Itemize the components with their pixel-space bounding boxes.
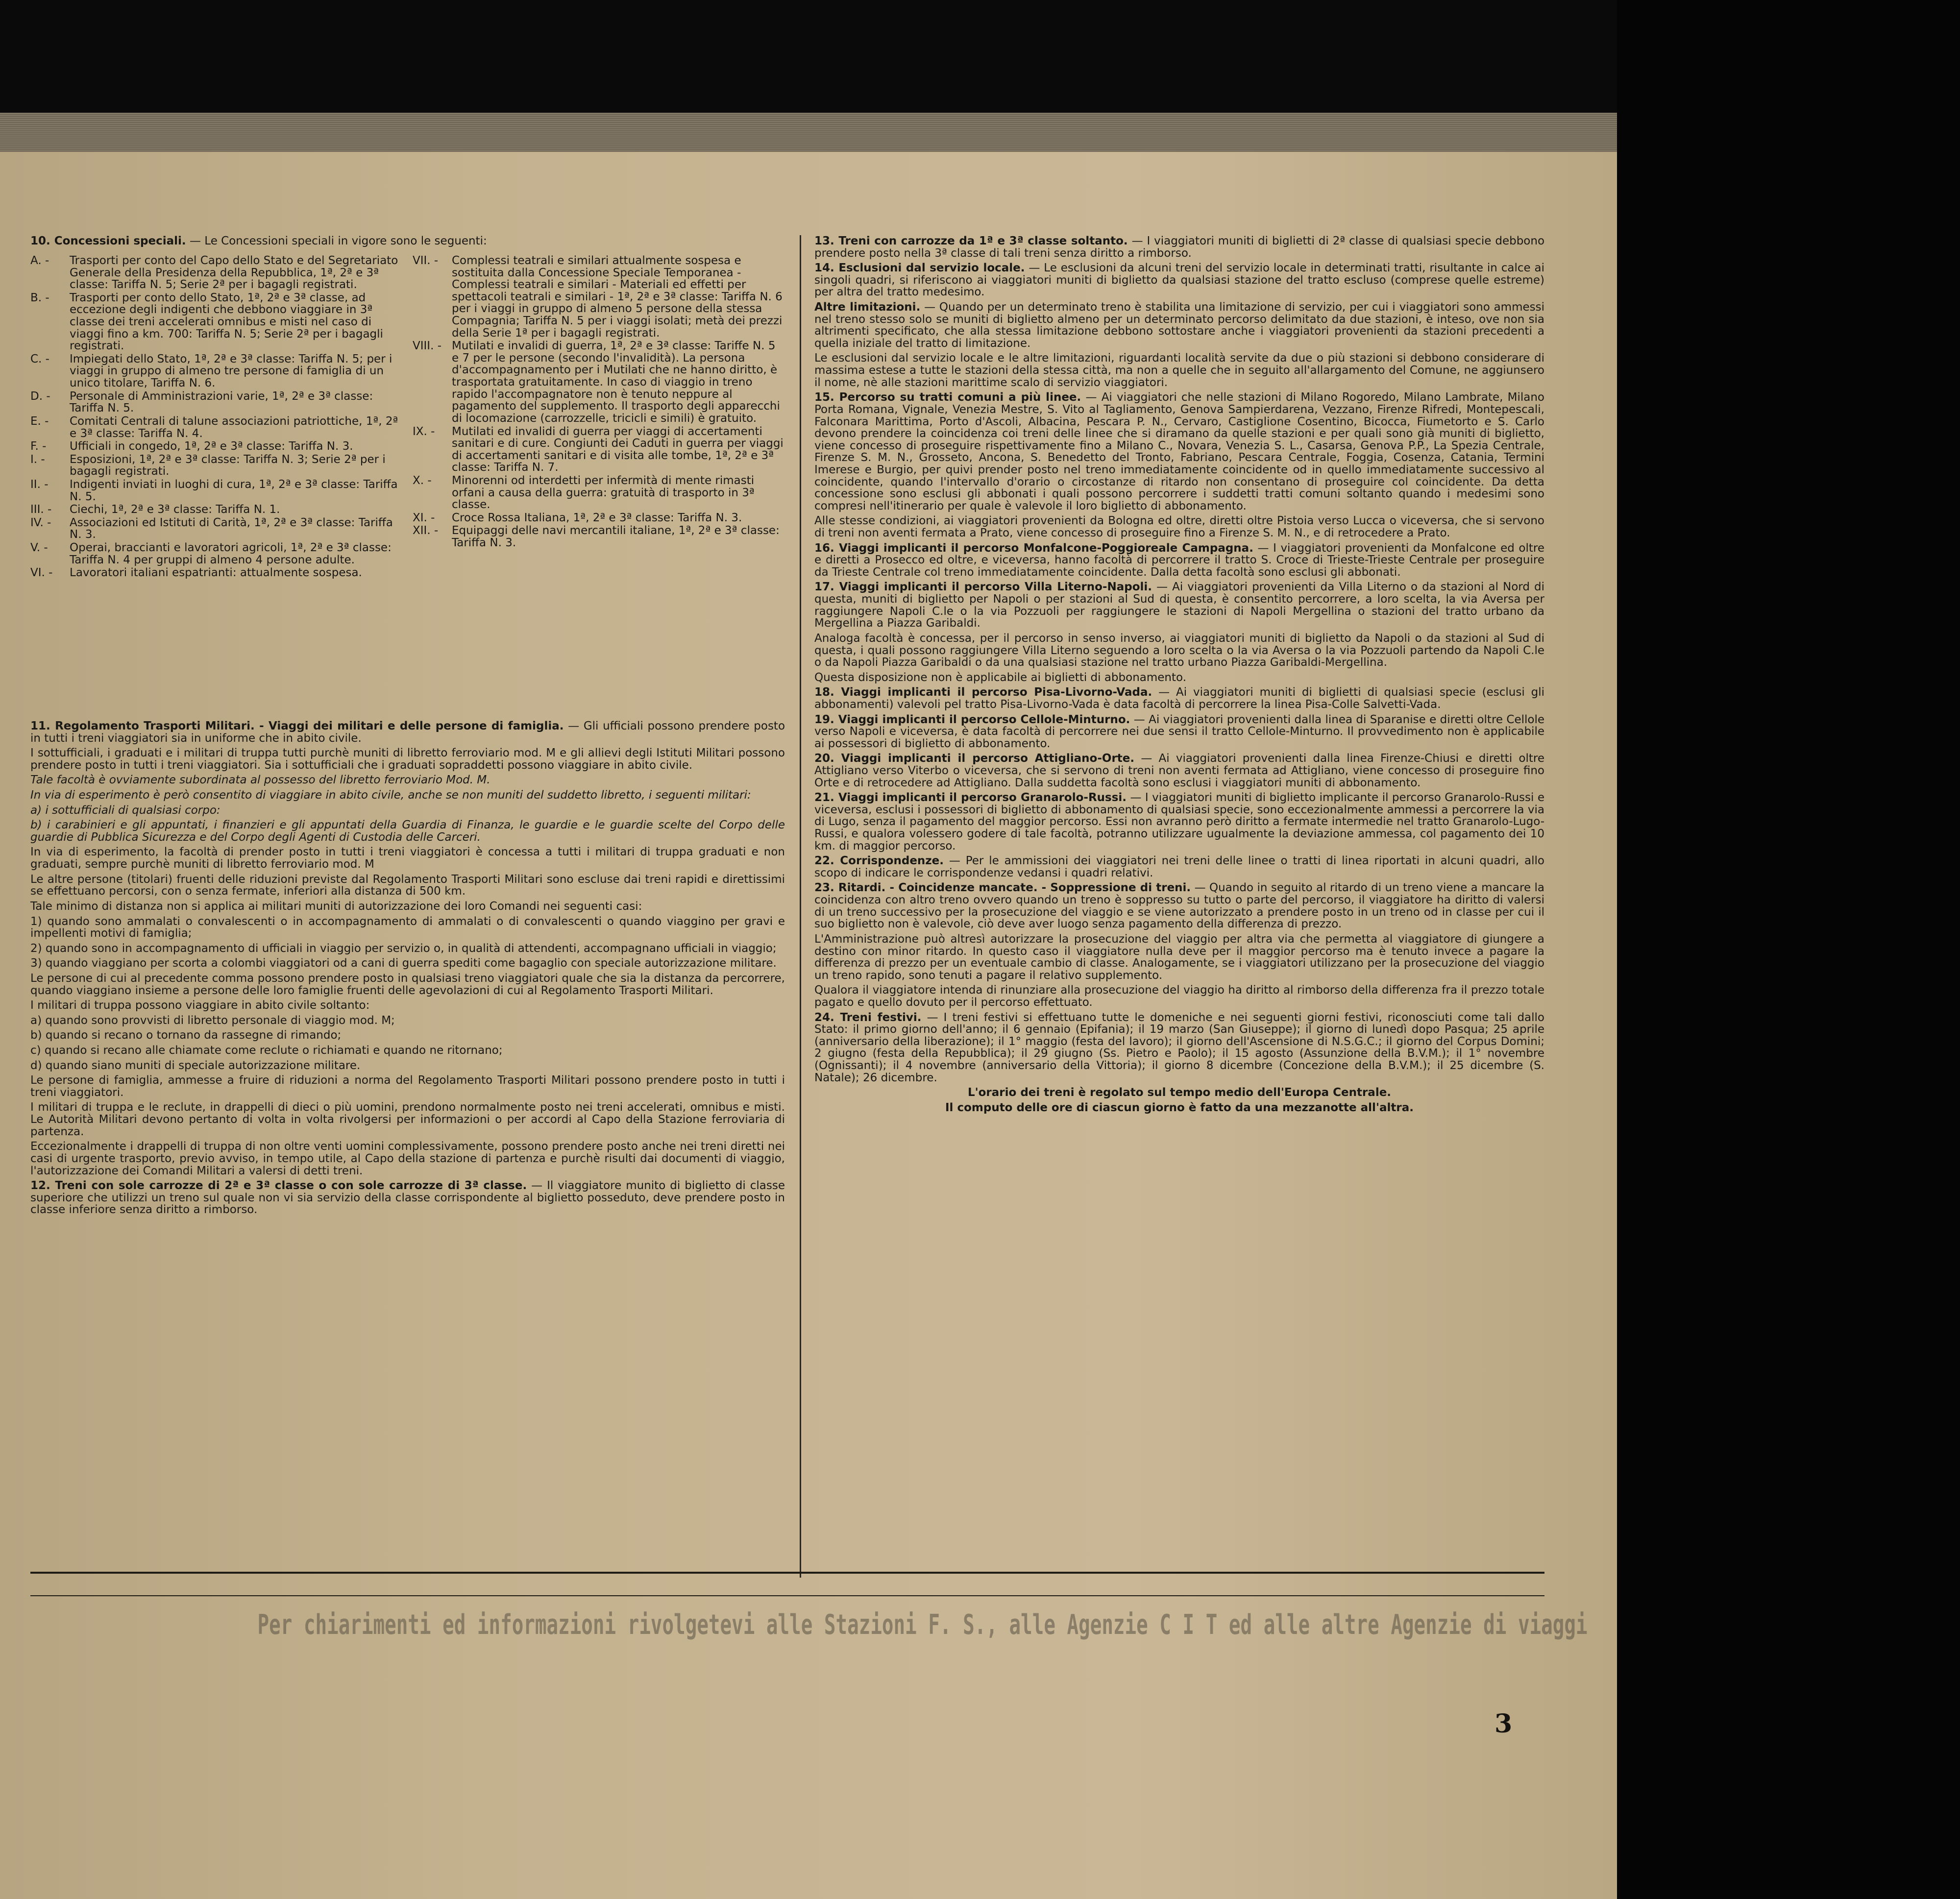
section-intro: — Le Concessioni speciali in vigore sono le seguenti: [189, 235, 487, 247]
item-label: C. - [30, 352, 49, 365]
section-title: Altre limitazioni. [814, 301, 921, 314]
item-text: Lavoratori italiani espatrianti: attualmente sospesa. [70, 566, 362, 580]
paragraph: L'Amministrazione può altresì autorizzare la prosecuzione del viaggio per altra via che permetta al viaggiatore di giungere a destino con minor ritardo. In questo caso il viaggiatore nulla deve per il maggior percorso ma è tenuto invece a pagare la differenza di prezzo per un eventuale cambio di classe. Analogamente, se i viaggiatori utilizzano per la prosecuzione del viaggio un treno rapido, sono tenuti a pagare il relativo supplemento. [814, 932, 1544, 982]
paragraph: 1) quando sono ammalati o convalescenti o in accompagnamento di ammalati o di convalescenti o quando viaggino per gravi e impellenti motivi di famiglia; [30, 915, 785, 940]
concession-item [30, 353, 403, 390]
page-edge-stripes [0, 113, 1617, 152]
item-text: Complessi teatrali e similari attualmente sospesa e sostituita dalla Concessione Speciale Temporanea - Complessi teatrali e similari - Materiali ed effetti per spettacoli teatrali e similari - 1ª, 2ª e 3ª classe: Tariffa N. 6 per i viaggi in gruppo di almeno 5 persone della stessa Compagnia; Tariffa N. 5 per i viaggi isolati; metà dei prezzi della Serie 1ª per i bagagli registrati. [452, 254, 783, 340]
paragraph: I militari di truppa e le reclute, in drappelli di dieci o più uomini, prendono normalmente posto nei treni accelerati, omnibus e misti. Le Autorità Militari devono pertanto di volta in volta rivolgersi per informazioni o per accordi al Capo della Stazione ferroviaria di partenza. [30, 1101, 785, 1138]
section-title: 10. Concessioni speciali. [30, 235, 186, 247]
item-text: Mutilati ed invalidi di guerra per viaggi di accertamenti sanitari e di cure. Congiunti dei Caduti in guerra per viaggi di accertamenti sanitari e di visita alle tombe, 1ª, 2ª e 3ª classe: Tariffa N. 7. [452, 425, 784, 474]
item-text: Personale di Amministrazioni varie, 1ª, 2ª e 3ª classe: Tariffa N. 5. [70, 390, 373, 415]
section-title: 15. Percorso su tratti comuni a più linee. [814, 391, 1081, 404]
paragraph: In via di esperimento, la facoltà di prender posto in tutti i treni viaggiatori è concessa a tutti i militari di truppa graduati e non graduati, sempre purchè muniti di libretto ferroviario mod. M [30, 846, 785, 871]
concession-item [30, 504, 403, 516]
paragraph: — Le esclusioni da alcuni treni del servizio locale in determinati tratti, risultante in calce ai singoli quadri, si riferiscono ai viaggiatori muniti di biglietto da qualsiasi stazione del tratto escluso (comprese quelle estreme) per altra del tratto medesimo. [814, 262, 1545, 299]
paragraph: — Ai viaggiatori che nelle stazioni di Milano Rogoredo, Milano Lambrate, Milano Porta Romana, Vignale, Venezia Mestre, S. Vito al Tagliamento, Genova Sampierdarena, Vezzano, Firenze Rifredi, Montepescali, Falconara Marittima, Porto d'Ascoli, Albacina, Pescara P. N., Cervaro, Castiglione Cosentino, Bicocca, Fiumetorto e S. Carlo devono prendere la coincidenza coi treni delle linee che si diramano da quelle stazioni e per quali sono già muniti di biglietto, viene concesso di proseguire rispettivamente fino a Milano C., Novara, Venezia S. L., Casarsa, Genova P.P., La Spezia Centrale, Firenze S. M. N., Grosseto, Ancona, S. Benedetto del Tronto, Fabriano, Pescara Centrale, Foggia, Cosenza, Catania, Termini Imerese e Burgio, per quivi prender posto nel treno immediatamente coincidente od in quello immediatamente successivo al coincidente, quando l'intervallo d'orario o circostanze di ritardo non consentano di proseguire col coincidente. Da detta concessione sono esclusi gli abbonati i quali possono percorrere i suddetti tratti comuni soltanto quando i medesimi sono compresi nell'itinerario per quale è valevole il loro biglietto di abbonamento. [814, 391, 1545, 512]
concession-item [30, 255, 403, 291]
paragraph: — I treni festivi si effettuano tutte le domeniche e nei seguenti giorni festivi, riconosciuti come tali dallo Stato: il primo giorno dell'anno; il 6 gennaio (Epifania); il 19 marzo (San Giuseppe); il giorno di lunedì dopo Pasqua; 25 aprile (anniversario della liberazione); il 1° maggio (festa del lavoro); il giorno dell'Ascensione di N.S.G.C.; il giorno del Corpus Domini; 2 giugno (festa della Repubblica); il 29 giugno (Ss. Pietro e Paolo); il 15 agosto (Assunzione della B.V.M.); il 1° novembre (Ognissanti); il 4 novembre (anniversario della Vittoria); il giorno 8 dicembre (Concezione della B.V.M.); il 25 dicembre (S. Natale); 26 dicembre. [814, 1011, 1544, 1084]
concession-item [30, 454, 403, 478]
concession-item [30, 567, 403, 579]
item-label: E. - [30, 414, 49, 428]
paragraph: Le altre persone (titolari) fruenti delle riduzioni previste dal Regolamento Trasporti Militari sono escluse dai treni rapidi e direttissimi se effettuano percorsi, con o senza fermate, inferiori alla distanza di 500 km. [30, 873, 785, 898]
paragraph: — Quando in seguito al ritardo di un treno viene a mancare la coincidenza con altro treno ovvero quando un treno è soppresso su tutto o parte del percorso, il viaggiatore ha diritto di valersi di un treno successivo per la prosecuzione del viaggio e se viene autorizzato a prendere posto in un treno od in classe per cui il suo biglietto non è valevole, ciò deve aver luogo senza pagamento della differenza di prezzo. [814, 881, 1545, 931]
column-divider [800, 235, 801, 1578]
section-title: 11. Regolamento Trasporti Militari. - Viaggi dei militari e delle persone di famiglia. [30, 720, 564, 732]
item-text: Esposizioni, 1ª, 2ª e 3ª classe: Tariffa N. 3; Serie 2ª per i bagagli registrati. [70, 453, 386, 478]
section-title: 12. Treni con sole carrozze di 2ª e 3ª classe o con sole carrozze di 3ª classe. [30, 1179, 527, 1193]
paragraph: 2) quando sono in accompagnamento di ufficiali in viaggio per servizio o, in qualità di attendenti, accompagnano ufficiali in viaggio; [30, 942, 777, 955]
item-label: III. - [30, 503, 52, 516]
concession-item [30, 479, 403, 503]
paragraph: I sottufficiali, i graduati e i militari di truppa tutti purchè muniti di libretto ferroviario mod. M e gli allievi degli Istituti Militari possono prendere posto in tutti i treni viaggiatori. Sia i sottufficiali che i graduati sopraddetti possono viaggiare in abito civile. [30, 747, 785, 772]
item-text: Ciechi, 1ª, 2ª e 3ª classe: Tariffa N. 1. [70, 503, 280, 516]
item-text: Ufficiali in congedo, 1ª, 2ª e 3ª classe: Tariffa N. 3. [70, 440, 353, 453]
paragraph: d) quando siano muniti di speciale autorizzazione militare. [30, 1059, 361, 1072]
concession-item [30, 390, 403, 414]
section-title: 24. Treni festivi. [814, 1011, 922, 1024]
item-text: Comitati Centrali di talune associazioni patriottiche, 1ª, 2ª e 3ª classe: Tariffa N. 4. [70, 414, 398, 440]
concession-item [30, 440, 403, 453]
item-text: Croce Rossa Italiana, 1ª, 2ª e 3ª classe: Tariffa N. 3. [452, 511, 742, 524]
item-label: F. - [30, 440, 47, 453]
paragraph: a) quando sono provvisti di libretto personale di viaggio mod. M; [30, 1014, 395, 1027]
concession-item [30, 542, 403, 566]
item-label: VIII. - [413, 340, 442, 353]
item-label: VI. - [30, 566, 53, 580]
item-text: Impiegati dello Stato, 1ª, 2ª e 3ª classe: Tariffa N. 5; per i viaggi in gruppo di almeno tre persone di famiglia di un unico titolare, Tariffa N. 6. [70, 352, 392, 390]
concession-item [413, 512, 785, 524]
closing-line: Il computo delle ore di ciascun giorno è fatto da una mezzanotte all'altra. [945, 1101, 1414, 1114]
concessions-list-left [30, 255, 403, 580]
concessions-list-right [413, 255, 785, 550]
paragraph: Qualora il viaggiatore intenda di rinunziare alla prosecuzione del viaggio ha diritto al rimborso della differenza fra il prezzo totale pagato e quello dovuto per il percorso effettuato. [814, 984, 1544, 1009]
paragraph: c) quando si recano alle chiamate come reclute o richiamati e quando ne ritornano; [30, 1044, 503, 1057]
item-label: IX. - [413, 425, 435, 438]
paragraph: Questa disposizione non è applicabile ai biglietti di abbonamento. [814, 671, 1186, 684]
section-title: 17. Viaggi implicanti il percorso Villa Literno-Napoli. [814, 581, 1152, 594]
concession-item [30, 415, 403, 439]
paragraph: — Gli ufficiali possono prendere posto in tutti i treni viaggiatori sia in uniforme che in abito civile. [30, 720, 785, 745]
item-text: Mutilati e invalidi di guerra, 1ª, 2ª e 3ª classe: Tariffe N. 5 e 7 per le persone (secondo l'invalidità). La persona d'accompagnamento per i Mutilati che ne hanno diritto, è trasportata gratuitamente. In caso di viaggio in treno rapido l'accompagnatore non è tenuto neppure al pagamento del supplemento. Il trasporto degli apparecchi di locomazione (carrozzelle, tricicli e simili) è gratuito. [452, 340, 780, 425]
paragraph: Le persone di cui al precedente comma possono prendere posto in qualsiasi treno viaggiatori quale che sia la distanza da percorrere, quando viaggiano insieme a persone delle loro famiglie fruenti delle agevolazioni di cui al Regolamento Trasporti Militari. [30, 972, 785, 997]
paragraph: — I viaggiatori muniti di biglietto implicante il percorso Granarolo-Russi e viceversa, esclusi i possessori di biglietto di abbonamento di qualsiasi specie, sono eccezionalmente ammessi a percorrere la via di Lugo, senza il pagamento del maggior percorso. Essi non avranno però diritto a fermate intermedie nel tratto Granarolo-Lugo-Russi, e qualora volessero godere di tale facoltà, potranno utilizzare ugualmente la deviazione ammessa, col pagamento dei 10 km. di maggior percorso. [814, 791, 1544, 852]
item-label: A. - [30, 254, 49, 267]
section-title: 13. Treni con carrozze da 1ª e 3ª classe soltanto. [814, 235, 1128, 247]
item-text: Equipaggi delle navi mercantili italiane, 1ª, 2ª e 3ª classe: Tariffa N. 3. [452, 524, 780, 550]
paragraph: — I viaggiatori muniti di biglietti di 2ª classe di qualsiasi specie debbono prendere posto nella 3ª classe di tali treni senza diritto a rimborso. [814, 235, 1545, 260]
text-block [30, 235, 1544, 1578]
paragraph: Analoga facoltà è concessa, per il percorso in senso inverso, ai viaggiatori muniti di biglietto da Napoli o da stazioni al Sud di questa, i quali possono raggiungere Villa Literno seguendo a loro scelta o la via Aversa o la via Pozzuoli partendo da Napoli C.le o da Napoli Piazza Garibaldi o da una qualsiasi stazione nel tratto urbano Piazza Garibaldi-Mergellina. [814, 632, 1544, 669]
section-title: 18. Viaggi implicanti il percorso Pisa-Livorno-Vada. [814, 686, 1152, 699]
item-text: Indigenti inviati in luoghi di cura, 1ª, 2ª e 3ª classe: Tariffa N. 5. [70, 478, 398, 503]
paragraph: I militari di truppa possono viaggiare in abito civile soltanto: [30, 999, 370, 1012]
section-title: 14. Esclusioni dal servizio locale. [814, 262, 1025, 275]
right-column [814, 235, 1544, 1578]
item-label: D. - [30, 390, 50, 403]
item-text: Minorenni od interdetti per infermità di mente rimasti orfani a causa della guerra: gratuità di trasporto in 3ª classe. [452, 474, 755, 511]
top-dark-band [0, 0, 1617, 114]
paragraph: Tale minimo di distanza non si applica ai militari muniti di autorizzazione dei loro Comandi nei seguenti casi: [30, 900, 642, 913]
item-text: Trasporti per conto dello Stato, 1ª, 2ª e 3ª classe, ad eccezione degli indigenti che debbono viaggiare in 3ª classe dei treni accelerati omnibus e misti nel caso di viaggi fino a km. 700: Tariffa N. 5; Serie 2ª per i bagagli registrati. [70, 291, 383, 353]
section-title: 21. Viaggi implicanti il percorso Granarolo-Russi. [814, 791, 1127, 804]
section-title: 19. Viaggi implicanti il percorso Cellole-Minturno. [814, 713, 1130, 726]
item-label: IV. - [30, 516, 51, 529]
paragraph: — Ai viaggiatori provenienti dalla linea Firenze-Chiusi e diretti oltre Attigliano verso Viterbo o viceversa, che si servono di treni non aventi fermata ad Attigliano, viene concesso di proseguire fino Orte e di retrocedere ad Attigliano. Dalla suddetta facoltà sono esclusi i viaggiatori muniti di abbonamento. [814, 752, 1544, 789]
paragraph: b) quando si recano o tornano da rassegne di rimando; [30, 1029, 342, 1042]
section-title: 22. Corrispondenze. [814, 854, 944, 868]
concession-item [30, 517, 403, 541]
concession-item [413, 255, 785, 339]
paragraph: b) i carabinieri e gli appuntati, i finanzieri e gli appuntati della Guardia di Finanza, le guardie e le guardie scelte del Corpo delle guardie di Pubblica Sicurezza e del Corpo degli Agenti di Custodia delle Carceri. [30, 819, 785, 844]
paragraph: 3) quando viaggiano per scorta a colombi viaggiatori od a cani di guerra spediti come bagaglio con speciale autorizzazione militare. [30, 957, 777, 970]
paragraph: — Quando per un determinato treno è stabilita una limitazione di servizio, per cui i viaggiatori sono ammessi nel treno stesso solo se muniti di biglietto almeno per un determinato percorso delimitato da due stazioni, è inteso, ove non sia altrimenti specificato, che alla stessa limitazione debbono sottostare anche i viaggiatori provenienti da stazioni precedenti a quella iniziale del tratto di limitazione. [814, 301, 1545, 350]
item-text: Operai, braccianti e lavoratori agricoli, 1ª, 2ª e 3ª classe: Tariffa N. 4 per gruppi di almeno 4 persone adulte. [70, 541, 392, 566]
item-text: Trasporti per conto del Capo dello Stato e del Segretariato Generale della Presidenza della Repubblica, 1ª, 2ª e 3ª classe: Tariffa N. 5; Serie 2ª per i bagagli registrati. [70, 254, 398, 292]
item-label: VII. - [413, 254, 439, 267]
paragraph: — Ai viaggiatori provenienti dalla linea di Sparanise e diretti oltre Cellole verso Napoli e viceversa, è data facoltà di percorrere nei due sensi il tratto Cellole-Minturno. Il provvedimento non è applicabile ai possessori di biglietto di abbonamento. [814, 713, 1545, 750]
item-text: Associazioni ed Istituti di Carità, 1ª, 2ª e 3ª classe: Tariffa N. 3. [70, 516, 393, 541]
left-column [30, 235, 785, 1578]
page-number: 3 [1494, 1709, 1513, 1739]
paragraph: — Il viaggiatore munito di biglietto di classe superiore che utilizzi un treno sul quale non vi sia servizio della classe corrispondente al biglietto posseduto, deve prendere posto in classe inferiore senza diritto a rimborso. [30, 1179, 785, 1217]
section-title: 23. Ritardi. - Coincidenze mancate. - Soppressione di treni. [814, 881, 1191, 895]
paragraph: — Ai viaggiatori provenienti da Villa Literno o da stazioni al Nord di questa, muniti di biglietto per Napoli o per stazioni al Sud di questa, è consentito percorrere, a loro scelta, la via Aversa per raggiungere Napoli C.le o la via Pozzuoli per raggiungere le stazioni di Napoli Mergellina o stazioni del tratto urbano da Mergellina a Piazza Garibaldi. [814, 581, 1544, 630]
concession-item [413, 426, 785, 474]
paragraph: a) i sottufficiali di qualsiasi corpo: [30, 803, 220, 817]
item-label: II. - [30, 478, 49, 491]
item-label: V. - [30, 541, 48, 555]
section-title: 16. Viaggi implicanti il percorso Monfalcone-Poggioreale Campagna. [814, 541, 1253, 555]
item-label: B. - [30, 291, 49, 304]
paragraph: Le esclusioni dal servizio locale e le altre limitazioni, riguardanti località servite da due o più stazioni si debbono considerare di massima estese a tutte le stazioni della stessa città, ma non a quelle che in seguito all'allargamento del Comune, ne aggiunsero il nome, nè alle stazioni marittime scalo di servizio viaggiatori. [814, 352, 1544, 389]
bottom-rule-thin [30, 1595, 1544, 1596]
section-11 [30, 720, 785, 1219]
paragraph: In via di esperimento è però consentito di viaggiare in abito civile, anche se non muniti del suddetto libretto, i seguenti militari: [30, 789, 751, 802]
paragraph: — I viaggiatori provenienti da Monfalcone ed oltre e diretti a Prosecco ed oltre, e viceversa, hanno facoltà di percorrere il tratto S. Croce di Trieste-Trieste Centrale per proseguire da Trieste Centrale col treno immediatamente coincidente. Dalla detta facoltà sono esclusi gli abbonati. [814, 541, 1545, 579]
item-label: XII. - [413, 524, 439, 537]
section-10-heading [30, 235, 785, 247]
bottom-rule-thick [30, 1572, 1544, 1574]
paragraph: — Ai viaggiatori muniti di biglietti di qualsiasi specie (esclusi gli abbonamenti) valevoli pel tratto Pisa-Livorno-Vada è data facoltà di percorrere la linea Pisa-Colle Salvetti-Vada. [814, 686, 1544, 711]
section-title: 20. Viaggi implicanti il percorso Attigliano-Orte. [814, 752, 1135, 765]
item-label: XI. - [413, 511, 435, 524]
concession-item [30, 292, 403, 352]
paragraph: Le persone di famiglia, ammesse a fruire di riduzioni a norma del Regolamento Trasporti Militari possono prendere posto in tutti i treni viaggiatori. [30, 1074, 785, 1099]
paragraph: Eccezionalmente i drappelli di truppa di non oltre venti uomini complessivamente, possono prendere posto anche nei treni diretti nei casi di urgente trasporto, previo avviso, in tempo utile, al Capo della stazione di partenza e purchè risulti dai documenti di viaggio, l'autorizzazione dei Comandi Militari a valersi di detti treni. [30, 1140, 785, 1177]
footer-notice: Per chiarimenti ed informazioni rivolgetevi alle Stazioni F. S., alle Agenzie C I T ed alle altre Agenzie di viaggi [257, 1609, 1588, 1641]
concession-item [413, 525, 785, 549]
item-label: I. - [30, 453, 45, 466]
item-label: X. - [413, 474, 432, 487]
paragraph: — Per le ammissioni dei viaggiatori nei treni delle linee o tratti di linea riportati in alcuni quadri, allo scopo di indicare le corrispondenze vedansi i quadri relativi. [814, 854, 1545, 879]
concession-item [413, 340, 785, 424]
paragraph: Tale facoltà è ovviamente subordinata al possesso del libretto ferroviario Mod. M. [30, 774, 490, 787]
closing-line: L'orario dei treni è regolato sul tempo medio dell'Europa Centrale. [967, 1086, 1392, 1099]
concession-item [413, 475, 785, 511]
paragraph: Alle stesse condizioni, ai viaggiatori provenienti da Bologna ed oltre, diretti oltre Pistoia verso Lucca o viceversa, che si servono di treni non aventi fermata a Prato, viene concesso di proseguire fino a Firenze S. M. N., e di retrocedere a Prato. [814, 514, 1544, 540]
